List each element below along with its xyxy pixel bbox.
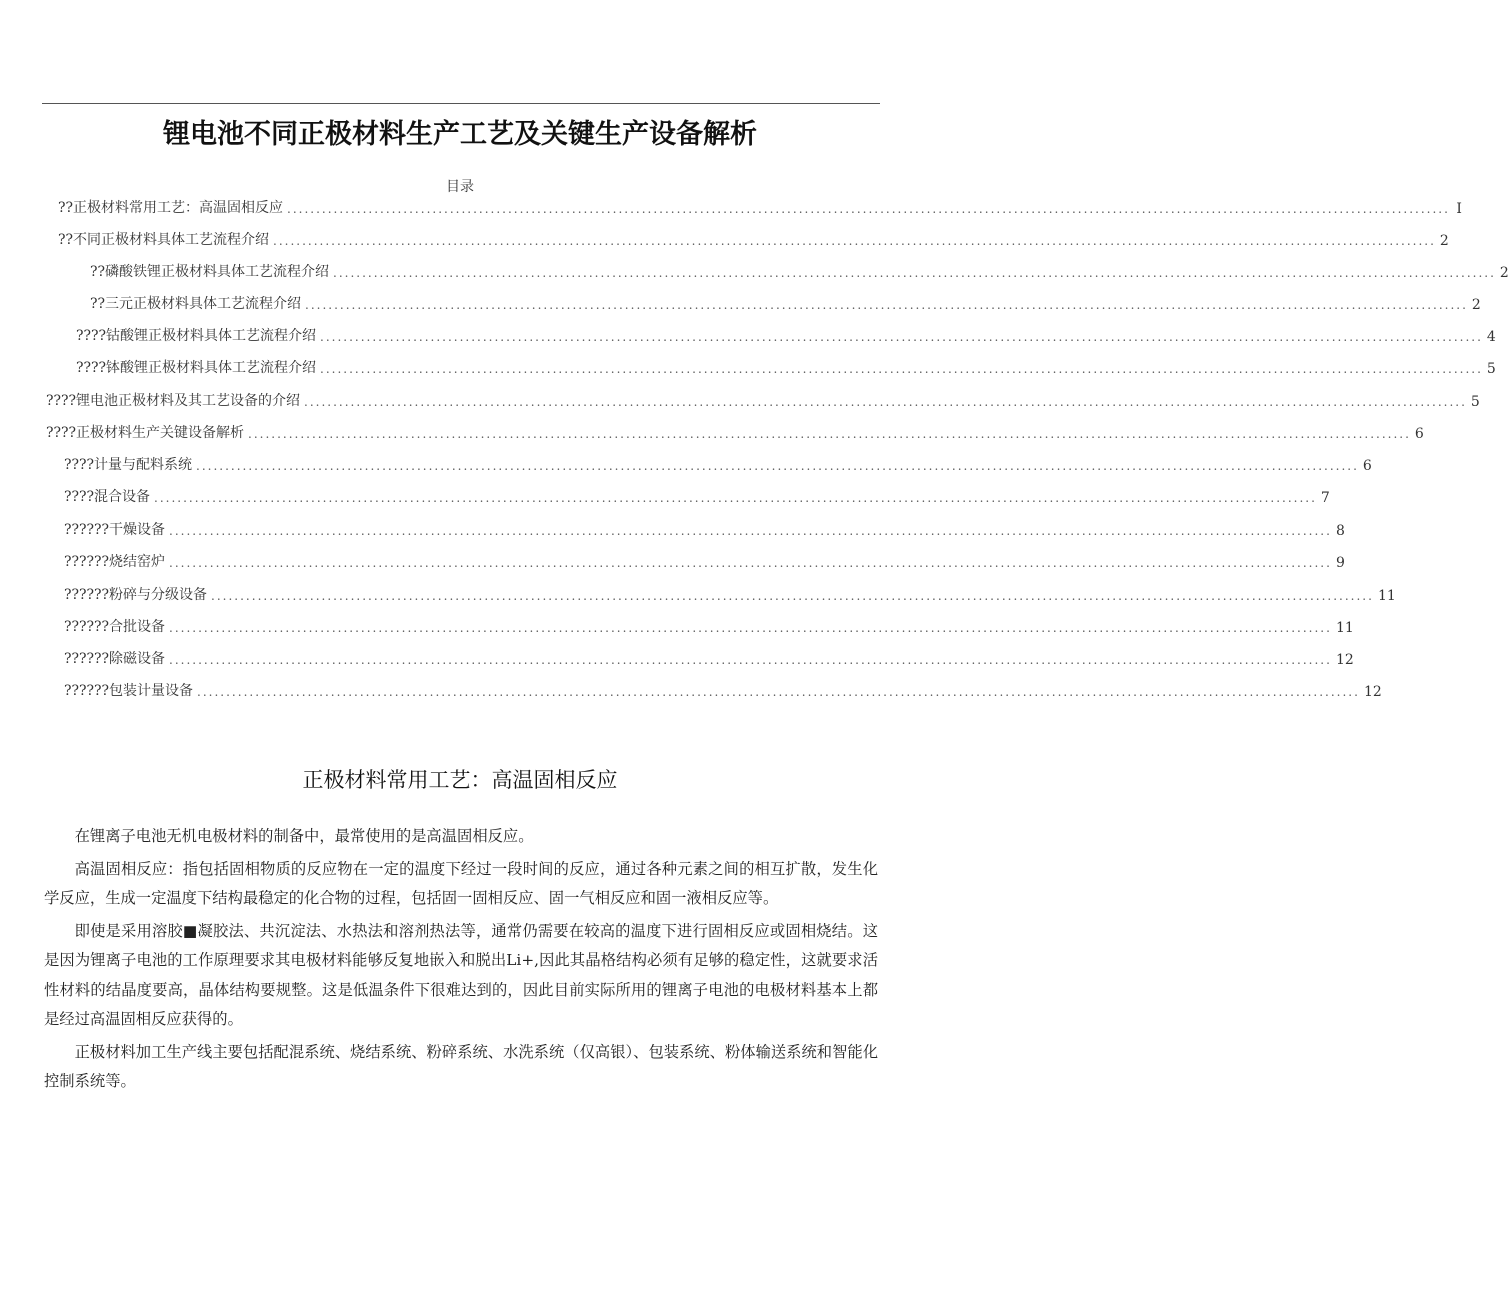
- toc-entry[interactable]: [46, 420, 1424, 442]
- toc-leader-dots: ........................................................................................................................................................................................................: [169, 524, 1332, 538]
- toc-entry-page: 12: [1335, 652, 1354, 668]
- section-body: [44, 822, 878, 1100]
- toc-entry-page: 2: [1439, 233, 1449, 249]
- paragraph: 即使是采用溶胶■凝胶法、共沉淀法、水热法和溶剂热法等，通常仍需要在较高的温度下进行固相反应或固相烧结。这是因为锂离子电池的工作原理要求其电极材料能够反复地嵌入和脱出Li+,因此其晶格结构必须有足够的稳定性，这就要求活性材料的结晶度要高，晶体结构要规整。这是低温条件下很难达到的，因此目前实际所用的锂离子电池的电极材料基本上都是经过高温固相反应获得的。: [44, 921, 878, 1028]
- toc-entry-page: 2: [1471, 297, 1481, 313]
- paragraph: 高温固相反应：指包括固相物质的反应物在一定的温度下经过一段时间的反应，通过各种元素之间的相互扩散，发生化学反应，生成一定温度下结构最稳定的化合物的过程，包括固一固相反应、固一气相反应和固一液相反应等。: [44, 859, 878, 907]
- toc-entry-label: ????混合设备: [64, 489, 151, 505]
- toc-entry-page: I: [1456, 201, 1462, 217]
- toc-entry[interactable]: [64, 452, 1372, 474]
- toc-entry[interactable]: [64, 678, 1382, 700]
- toc-leader-dots: ........................................................................................................................................................................................................: [333, 266, 1496, 280]
- toc-leader-dots: ........................................................................................................................................................................................................: [154, 491, 1317, 505]
- toc-entry[interactable]: [76, 355, 1496, 377]
- toc-entry[interactable]: [64, 484, 1330, 506]
- toc-entry-page: 6: [1362, 458, 1372, 474]
- toc-entry-label: ????正极材料生产关键设备解析: [46, 425, 245, 441]
- toc-entry[interactable]: [90, 291, 1481, 313]
- toc-entry-page: 5: [1470, 394, 1480, 410]
- toc-entry-label: ??????合批设备: [64, 619, 166, 635]
- toc-entry-page: 4: [1486, 329, 1496, 345]
- toc-entry-page: 8: [1335, 523, 1345, 539]
- toc-entry-page: 11: [1377, 588, 1396, 604]
- toc-entry-label: ????计量与配料系统: [64, 457, 193, 473]
- section-heading: 正极材料常用工艺：高温固相反应: [302, 768, 618, 792]
- toc-entry[interactable]: [46, 388, 1480, 410]
- toc-entry-page: 6: [1414, 426, 1424, 442]
- toc-entry[interactable]: [64, 582, 1396, 604]
- toc-leader-dots: ........................................................................................................................................................................................................: [320, 362, 1483, 376]
- toc-heading: 目录: [446, 179, 474, 195]
- toc-entry-page: 12: [1363, 684, 1382, 700]
- toc-leader-dots: ........................................................................................................................................................................................................: [304, 395, 1467, 409]
- toc-entry[interactable]: [58, 195, 1462, 217]
- paragraph: 在锂离子电池无机电极材料的制备中，最常使用的是高温固相反应。: [74, 827, 534, 845]
- toc-entry[interactable]: [64, 614, 1354, 636]
- toc-entry-label: ??磷酸铁锂正极材料具体工艺流程介绍: [90, 264, 330, 280]
- toc-entry-label: ??不同正极材料具体工艺流程介绍: [58, 232, 270, 248]
- toc-entry-label: ??正极材料常用工艺：高温固相反应: [58, 200, 284, 216]
- toc-entry[interactable]: [76, 323, 1496, 345]
- toc-entry[interactable]: [90, 259, 1509, 281]
- toc-entry-page: 11: [1335, 620, 1354, 636]
- toc-entry-label: ????锂电池正极材料及其工艺设备的介绍: [46, 393, 301, 409]
- toc-entry-page: 9: [1335, 555, 1345, 571]
- toc-entry[interactable]: [58, 227, 1449, 249]
- toc-leader-dots: ........................................................................................................................................................................................................: [169, 556, 1332, 570]
- toc-entry[interactable]: [64, 549, 1345, 571]
- toc-entry-label: ??????粉碎与分级设备: [64, 587, 208, 603]
- toc-leader-dots: ........................................................................................................................................................................................................: [248, 427, 1411, 441]
- toc-entry-page: 7: [1320, 490, 1330, 506]
- toc-leader-dots: ........................................................................................................................................................................................................: [320, 330, 1483, 344]
- toc-leader-dots: ........................................................................................................................................................................................................: [196, 459, 1359, 473]
- toc-entry-label: ??????干燥设备: [64, 522, 166, 538]
- toc-leader-dots: ........................................................................................................................................................................................................: [305, 298, 1468, 312]
- toc-leader-dots: ........................................................................................................................................................................................................: [273, 234, 1436, 248]
- toc-leader-dots: ........................................................................................................................................................................................................: [211, 589, 1374, 603]
- toc-leader-dots: ........................................................................................................................................................................................................: [169, 653, 1332, 667]
- toc-entry-label: ????钴酸锂正极材料具体工艺流程介绍: [76, 328, 317, 344]
- toc-entry-label: ??????烧结窑炉: [64, 554, 166, 570]
- toc-entry-label: ????钵酸锂正极材料具体工艺流程介绍: [76, 360, 317, 376]
- toc-entry-label: ??三元正极材料具体工艺流程介绍: [90, 296, 302, 312]
- toc-entry[interactable]: [64, 517, 1345, 539]
- document-title: 锂电池不同正极材料生产工艺及关键生产设备解析: [163, 119, 757, 150]
- toc-leader-dots: ........................................................................................................................................................................................................: [197, 685, 1360, 699]
- toc-entry-page: 5: [1486, 361, 1496, 377]
- toc-entry-label: ??????除磁设备: [64, 651, 166, 667]
- toc-leader-dots: ........................................................................................................................................................................................................: [169, 621, 1332, 635]
- toc-entry-label: ??????包装计量设备: [64, 683, 194, 699]
- toc-leader-dots: ........................................................................................................................................................................................................: [287, 202, 1450, 216]
- paragraph: 正极材料加工生产线主要包括配混系统、烧结系统、粉碎系统、水洗系统（仅高银）、包装系统、粉体输送系统和智能化控制系统等。: [44, 1042, 878, 1090]
- toc-entry[interactable]: [64, 646, 1354, 668]
- toc-entry-page: 2: [1499, 265, 1509, 281]
